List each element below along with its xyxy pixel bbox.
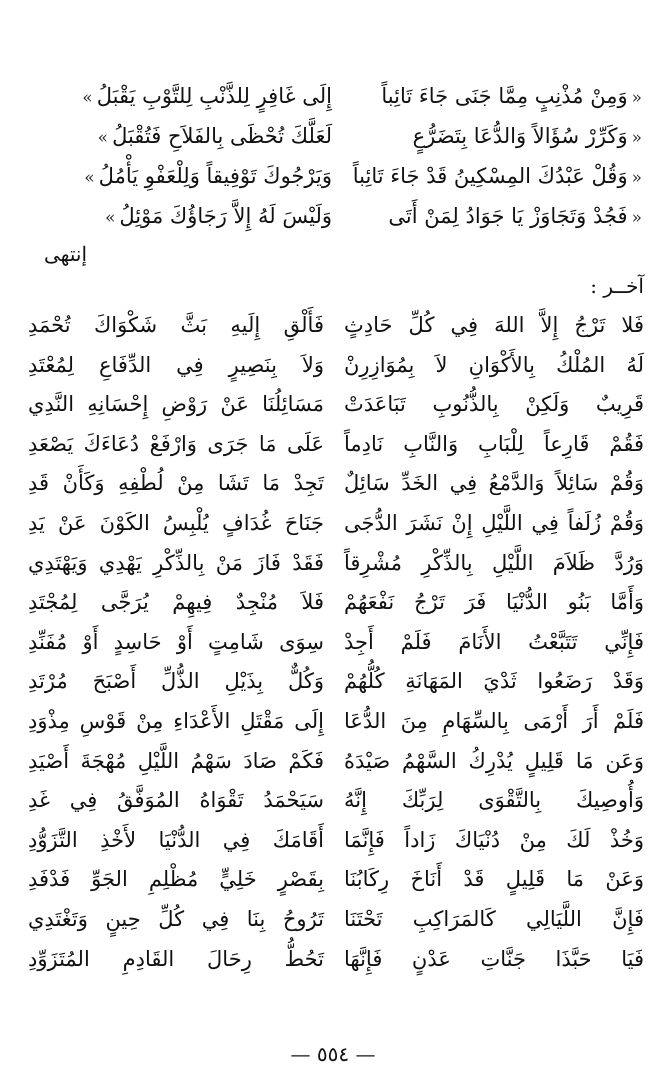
verse-hemistich-right: لَهُ المُلْكُ بِالأَكْوَانِ لاَ بِمُوَازِرِنْ [344,352,644,377]
quote-mark: » [104,208,116,228]
verse-row [28,860,644,900]
verse-hemistich-left: فَلاَ مُنْجِدٌ فِيهِمْ يُرَجَّى لِمُجْتَدِ [28,590,324,615]
verse-hemistich-right: فَلا تَرْجُ إِلاَّ اللهَ فِي كُلِّ حَادِثٍ [344,313,644,337]
verse-hemistich-left: جَنَاحَ غُدَافٍ يُلْبِسُ الكَوْنَ عَنْ يَدِ [28,510,324,535]
verse-hemistich-left: سِوَى شَامِتٍ أَوْ حَاسِدٍ أَوْ مُفَنِّدِ [28,629,324,654]
verse-hemistich-left: سَيَحْمَدُ تَقْوَاهُ المُوَفَّقُ فِي غَدِ [28,788,324,813]
verse-row [28,306,644,346]
verse-hemistich-right: فَلَمْ أَرَ أَرْمَى بِالسِّهَامِ مِنَ الدُّعَا [344,708,644,733]
verse-row [20,78,646,118]
verse-row [28,702,644,742]
verse-row [28,425,644,465]
verse-row [28,504,644,544]
quote-mark: « [631,168,642,188]
verse-hemistich-left: وَلَيْسَ لَهُ إِلاَّ رَجَاؤُكَ مَوْئِلُ» [104,204,332,228]
verse-row [20,118,646,158]
verse-row [28,781,644,821]
poem-section-1 [20,78,646,238]
verse-hemistich-left: إِلَى مَقْتَلِ الأَعْدَاءِ مِنْ قَوْسِ مِذْوَدِ [28,708,324,733]
verse-hemistich-left: فَأَلْقِ إِلَيهِ بَثَّ شَكْوَاكَ تُحْمَدِ [28,313,324,337]
verse-row [28,544,644,584]
verse-hemistich-left: مَسَائِلُنَا عَنْ رَوْضِ إِحْسَانِهِ النَّدِي [28,392,324,417]
verse-hemistich-left: فَكَمْ صَادَ سَهْمُ اللَّيْلِ مُهْجَةَ أَصْيَدِ [28,748,324,773]
verse-hemistich-right: فَإِنَّ اللَّيَالِي كَالمَرَاكِبِ تَحْتَنَا [344,906,644,931]
verse-row [28,821,644,861]
verse-hemistich-left: بِقَصْرٍ خَلِيٍّ مُظْلِمِ الجَوِّ فَدْفَدِ [28,867,324,892]
verse-row [28,464,644,504]
verse-hemistich-left: تَحُطُّ رِحَالَ القَادِمِ المُتَزَوِّدِ [28,946,324,971]
verse-hemistich-right: وَعَنْ مَا قَلِيلٍ قَدْ أَنَاخَ رِكَابُنَا [344,867,644,892]
verse-hemistich-right: وَخُذْ لَكَ مِنْ دُنْيَاكَ زَاداً فَإِنَّمَا [344,827,644,852]
quote-mark: « [631,88,642,108]
quote-mark: « [631,208,642,228]
poem-end-marker: إنتهى [44,242,88,266]
verse-row [28,940,644,980]
poem-section-2 [28,306,644,979]
quote-mark: » [84,168,95,188]
quote-mark: » [97,128,109,148]
verse-hemistich-right: وَقَدْ رَضَعُوا ثَدْيَ المَهَانَةِ كُلُّهُمْ [344,669,644,694]
verse-hemistich-left: وَلاَ بِنَصِيرٍ فِي الدِّفَاعِ لِمُعْتَدِ [28,352,324,377]
verse-hemistich-right: فَقُمْ قَارِعاً لِلْبَابِ وَالنَّابِ نَادِماً [344,431,644,456]
verse-hemistich-left: لَعَلَّكَ تُحْظَى بِالفَلاَحِ فَتُقْبَلُ» [97,124,332,148]
verse-row [20,198,646,238]
verse-hemistich-left: وَيَرْجُوكَ تَوْفِيقاً وَلِلْعَفْوِ يَأْمُلُ» [84,164,332,188]
verse-row [28,900,644,940]
section-title: آخــر : [590,274,644,298]
verse-hemistich-right: وَعَن مَا قَلِيلٍ يُدْرِكُ السَّهْمُ صَيْدَهُ [344,748,644,773]
verse-hemistich-left: فَقَدْ فَازَ مَنْ بِالذِّكْرِ يَهْدِي وَيَهْتَدِي [28,550,324,575]
verse-hemistich-right: وَقُمْ سَائِلاً وَالدَّمْعُ فِي الخَدِّ سَائِلٌ [344,471,644,496]
verse-row [28,662,644,702]
verse-hemistich-right: «وَمِنْ مُذْنِبٍ مِمَّا جَنَى جَاءَ تَائِباً [381,84,642,108]
verse-hemistich-left: عَلَى مَا جَرَى وَارْفَعْ دُعَاءَكَ يَصْعَدِ [28,431,324,456]
page-number: — ٥٥٤ — [290,1042,376,1066]
verse-hemistich-left: إِلَى غَافِرٍ لِلذَّنْبِ لِلتَّوْبِ يَقْبَلُ» [82,84,332,108]
verse-hemistich-left: وَكُلٌّ بِذَيْلِ الذُّلِّ أَصْبَحَ مُرْتَدِ [28,669,324,694]
verse-hemistich-right: قَرِيبٌ وَلَكِنْ بِالذُّنُوبِ تَبَاعَدَتْ [344,392,644,417]
verse-row [28,623,644,663]
quote-mark: « [631,128,642,148]
verse-hemistich-right: «وَكَرِّرْ سُؤَالاً وَالدُّعَا بِتَضَرُّعٍ [412,124,642,148]
verse-hemistich-right: فَيَا حَبَّذَا جَنَّاتِ عَدْنٍ فَإِنَّهَا [344,946,644,971]
verse-hemistich-left: تَرُوحُ بِنَا فِي كُلِّ حِينٍ وَتَغْتَدِي [28,906,324,931]
verse-hemistich-right: وَقُمْ زُلَفاً فِي اللَّيْلِ إِنْ نَشَرَ الدُّجَى [344,510,644,535]
verse-hemistich-right: وَرُدَّ ظَلاَمَ اللَّيْلِ بِالذِّكْرِ مُشْرِقاً [344,550,644,575]
verse-hemistich-right: وَأَمَّا بَنُو الدُّنْيَا فَرَ تَرْجُ نَفْعَهُمْ [344,590,644,615]
verse-hemistich-left: أَقَامَكَ فِي الدُّنْيَا لأَخْذِ التَّزَوُّدِ [28,827,324,852]
verse-row [28,346,644,386]
verse-row [20,158,646,198]
verse-hemistich-right: وَأُوصِيكَ بِالتَّقْوَى لِرَبِّكَ إِنَّهُ [344,788,644,813]
verse-row [28,385,644,425]
verse-row [28,742,644,782]
verse-hemistich-right: «فَجُدْ وَتَجَاوَزْ يَا جَوَادُ لِمَنْ أَتَى [388,204,642,228]
verse-hemistich-left: تَجِدْ مَا تَشَا مِنْ لُطْفِهِ وَكَأَنْ قَدِ [28,471,324,496]
verse-hemistich-right: «وَقُلْ عَبْدُكَ المِسْكِينُ قَدْ جَاءَ تَائِباً [352,164,642,188]
verse-row [28,583,644,623]
verse-hemistich-right: فَإِنِّي تَتَبَّعْتُ الأَنَامَ فَلَمْ أَجِدْ [344,629,644,654]
quote-mark: » [82,88,93,108]
